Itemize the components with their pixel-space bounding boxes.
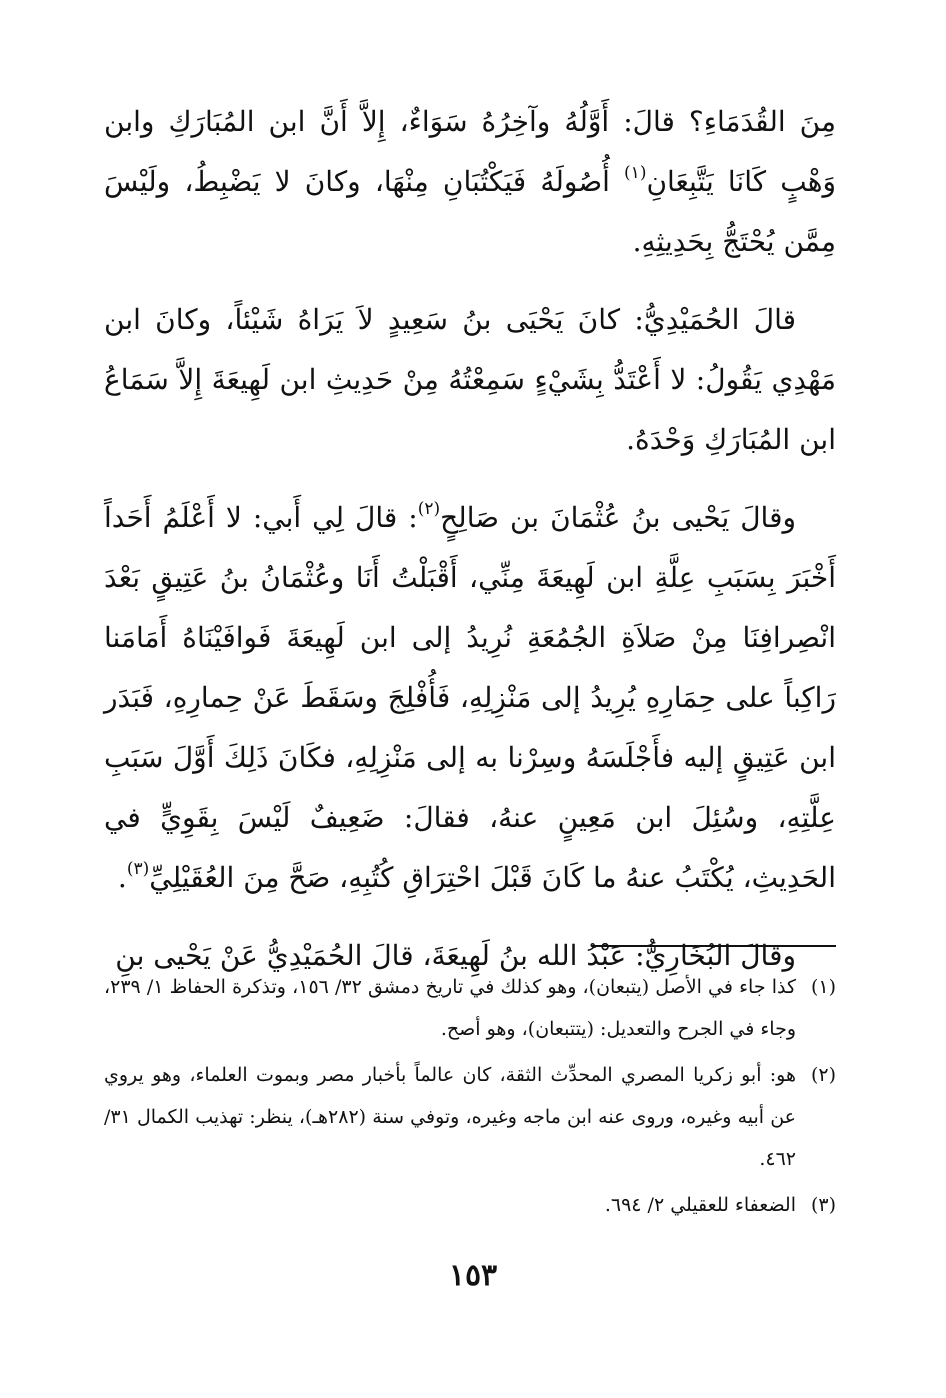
footnote-ref-1: (١) bbox=[624, 163, 647, 183]
paragraph-text: أُصُولَهُ فَيَكْتُبَانِ مِنْهَا، وكانَ لا يَضْبِطُ، ولَيْسَ مِمَّن يُحْتَجُّ بِحَدِيثِهِ. bbox=[104, 165, 836, 258]
footnote-1 bbox=[104, 966, 836, 1050]
footnote-text: الضعفاء للعقيلي ٢/ ٦٩٤. bbox=[604, 1194, 796, 1216]
paragraph-text: وقالَ البُخَارِيُّ: عَبْدُ الله بنُ لَهِيعَةَ، قالَ الحُمَيْدِيُّ عَنْ يَحْيى بنِ bbox=[115, 939, 796, 972]
paragraph-text: وقالَ يَحْيى بنُ عُثْمَانَ بن صَالِحٍ bbox=[440, 501, 796, 534]
paragraph-3 bbox=[104, 488, 836, 908]
footnote-ref-3: (٣) bbox=[126, 859, 150, 879]
paragraph-text: مِنَ القُدَمَاءِ؟ قالَ: أَوَّلُهُ وآخِرُهُ سَوَاءٌ، إِلاَّ أَنَّ ابن المُبَارَكِ وابن وَهْبٍ كَانَا يَتَّبِعَانِ bbox=[104, 105, 836, 198]
footnote-number: (٣) bbox=[810, 1194, 836, 1216]
page-number: ١٥٣ bbox=[448, 1258, 498, 1293]
footnote-text: كذا جاء في الأصل (يتبعان)، وهو كذلك في تاريخ دمشق ٣٢/ ١٥٦، وتذكرة الحفاظ ١/ ٢٣٩، وجاء في الجرح والتعديل: (يتتبعان)، وهو أصح. bbox=[104, 976, 796, 1040]
footnote-number: (١) bbox=[810, 976, 836, 998]
paragraph-text: قالَ الحُمَيْدِيُّ: كانَ يَحْيَى بنُ سَعِيدٍ لاَ يَرَاهُ شَيْئاً، وكانَ ابن مَهْدِي يَقُولُ: لا أَعْتَدُّ بِشَيْءٍ سَمِعْتُهُ مِنْ حَدِيثِ ابن لَهِيعَةَ إِلاَّ سَمَاعُ ابن المُبَارَكِ وَحْدَهُ. bbox=[104, 303, 836, 456]
footnote-2 bbox=[104, 1054, 836, 1180]
footnote-ref-2: (٢) bbox=[417, 499, 441, 519]
footnote-separator bbox=[592, 945, 836, 947]
footnote-3 bbox=[104, 1184, 836, 1226]
paragraph-2 bbox=[104, 290, 836, 470]
paragraph-text: : قالَ لِي أَبي: لا أَعْلَمُ أَحَداً أَخْبَرَ بِسَبَبِ عِلَّةِ ابن لَهِيعَةَ مِنِّي، أَقْبَلْتُ أَنَا وعُثْمَانُ بنُ عَتِيقٍ بَعْدَ انْصِرافِنَا مِنْ صَلاَةِ الجُمُعَةِ نُرِيدُ إلى ابن لَهِيعَةَ فَوافَيْنَاهُ أَمَامَنا رَاكِباً على حِمَارِهِ يُرِيدُ إلى مَنْزِلِهِ، فَأُفْلِجَ وسَقَطَ عَنْ حِمارِهِ، فَبَدَر ابن عَتِيقٍ إليه فأَجْلَسَهُ وسِرْنا به إلى مَنْزِلِهِ، فكَانَ ذَلِكَ أَوَّلَ سَبَبِ عِلَّتِهِ، وسُئِلَ ابن مَعِينٍ عنهُ، فقالَ: ضَعِيفٌ لَيْسَ بِقَوِيٍّ في الحَدِيثِ، يُكْتَبُ عنهُ ما كَانَ قَبْلَ احْتِرَاقِ كُتُبِهِ، صَحَّ مِنَ العُقَيْلِيِّ bbox=[104, 501, 836, 894]
paragraph-text: . bbox=[117, 861, 127, 894]
main-text bbox=[104, 92, 836, 986]
footnotes bbox=[104, 966, 836, 1230]
paragraph-1 bbox=[104, 92, 836, 272]
footnote-text: هو: أبو زكريا المصري المحدِّث الثقة، كان عالماً بأخبار مصر وبموت العلماء، وهو يروي عن أبيه وغيره، وروى عنه ابن ماجه وغيره، وتوفي سنة (٢٨٢هـ)، ينظر: تهذيب الكمال ٣١/ ٤٦٢. bbox=[104, 1064, 796, 1170]
footnote-number: (٢) bbox=[810, 1064, 836, 1086]
